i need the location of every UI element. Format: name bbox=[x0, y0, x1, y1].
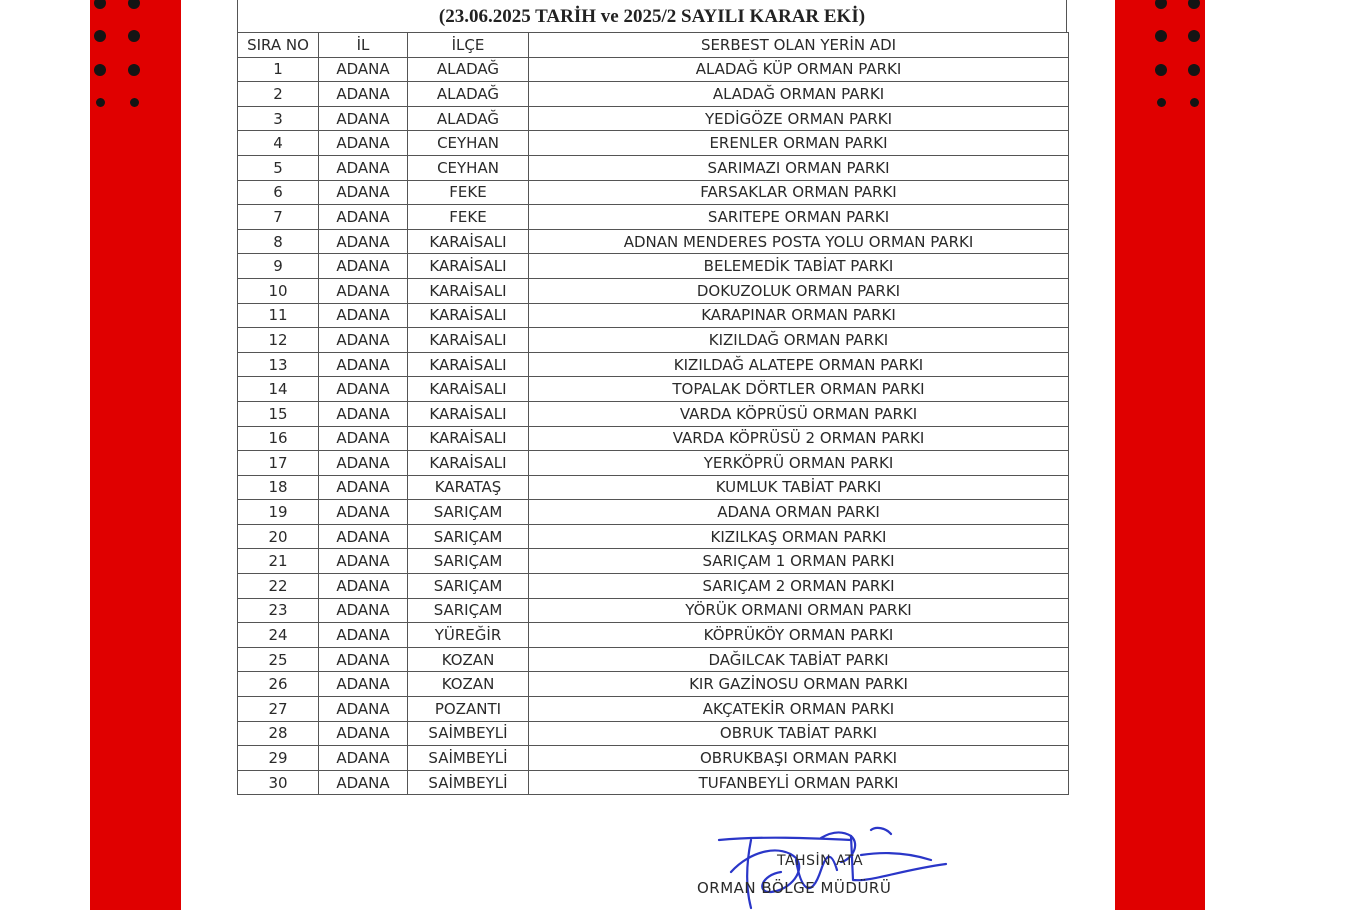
cell-il: ADANA bbox=[319, 770, 408, 795]
table-row bbox=[238, 155, 1069, 180]
cell-il: ADANA bbox=[319, 721, 408, 746]
table-row bbox=[238, 721, 1069, 746]
cell-ilce: FEKE bbox=[408, 205, 529, 230]
cell-il: ADANA bbox=[319, 549, 408, 574]
cell-sira-no: 1 bbox=[238, 57, 319, 82]
cell-ilce: KARAİSALI bbox=[408, 377, 529, 402]
cell-il: ADANA bbox=[319, 697, 408, 722]
cell-sira-no: 23 bbox=[238, 598, 319, 623]
cell-ilce: POZANTI bbox=[408, 697, 529, 722]
cell-il: ADANA bbox=[319, 401, 408, 426]
table-row bbox=[238, 254, 1069, 279]
dot-decoration bbox=[130, 98, 139, 107]
cell-sira-no: 19 bbox=[238, 500, 319, 525]
cell-yer-adi: OBRUK TABİAT PARKI bbox=[529, 721, 1069, 746]
cell-ilce: KOZAN bbox=[408, 672, 529, 697]
cell-ilce: SARIÇAM bbox=[408, 524, 529, 549]
cell-sira-no: 8 bbox=[238, 229, 319, 254]
cell-il: ADANA bbox=[319, 155, 408, 180]
cell-sira-no: 27 bbox=[238, 697, 319, 722]
cell-ilce: FEKE bbox=[408, 180, 529, 205]
right-red-band bbox=[1115, 0, 1205, 910]
cell-ilce: KARAİSALI bbox=[408, 229, 529, 254]
cell-sira-no: 18 bbox=[238, 475, 319, 500]
table-row bbox=[238, 475, 1069, 500]
cell-yer-adi: ERENLER ORMAN PARKI bbox=[529, 131, 1069, 156]
cell-ilce: SARIÇAM bbox=[408, 500, 529, 525]
table-body bbox=[238, 57, 1069, 795]
table-row bbox=[238, 623, 1069, 648]
dot-decoration bbox=[1188, 64, 1200, 76]
cell-yer-adi: TUFANBEYLİ ORMAN PARKI bbox=[529, 770, 1069, 795]
table-row bbox=[238, 82, 1069, 107]
dot-decoration bbox=[94, 64, 106, 76]
table-row bbox=[238, 131, 1069, 156]
cell-ilce: SARIÇAM bbox=[408, 598, 529, 623]
cell-ilce: KARAİSALI bbox=[408, 451, 529, 476]
table-row bbox=[238, 352, 1069, 377]
cell-il: ADANA bbox=[319, 574, 408, 599]
cell-sira-no: 7 bbox=[238, 205, 319, 230]
cell-sira-no: 21 bbox=[238, 549, 319, 574]
table-header-row bbox=[238, 33, 1069, 58]
table-row bbox=[238, 451, 1069, 476]
cell-yer-adi: AKÇATEKİR ORMAN PARKI bbox=[529, 697, 1069, 722]
cell-yer-adi: VARDA KÖPRÜSÜ ORMAN PARKI bbox=[529, 401, 1069, 426]
table-row bbox=[238, 500, 1069, 525]
cell-sira-no: 25 bbox=[238, 647, 319, 672]
table-row bbox=[238, 770, 1069, 795]
table-row bbox=[238, 426, 1069, 451]
signer-position: ORMAN BÖLGE MÜDÜRÜ bbox=[697, 879, 892, 897]
table-row bbox=[238, 328, 1069, 353]
cell-il: ADANA bbox=[319, 672, 408, 697]
cell-sira-no: 5 bbox=[238, 155, 319, 180]
cell-yer-adi: KIR GAZİNOSU ORMAN PARKI bbox=[529, 672, 1069, 697]
table-row bbox=[238, 57, 1069, 82]
cell-il: ADANA bbox=[319, 57, 408, 82]
cell-il: ADANA bbox=[319, 106, 408, 131]
table-row bbox=[238, 598, 1069, 623]
cell-yer-adi: KIZILDAĞ ALATEPE ORMAN PARKI bbox=[529, 352, 1069, 377]
cell-yer-adi: ALADAĞ ORMAN PARKI bbox=[529, 82, 1069, 107]
cell-yer-adi: FARSAKLAR ORMAN PARKI bbox=[529, 180, 1069, 205]
cell-il: ADANA bbox=[319, 254, 408, 279]
cell-sira-no: 10 bbox=[238, 278, 319, 303]
dot-decoration bbox=[1155, 64, 1167, 76]
cell-sira-no: 13 bbox=[238, 352, 319, 377]
cell-sira-no: 11 bbox=[238, 303, 319, 328]
table-row bbox=[238, 278, 1069, 303]
table-row bbox=[238, 746, 1069, 771]
cell-sira-no: 16 bbox=[238, 426, 319, 451]
cell-ilce: SARIÇAM bbox=[408, 549, 529, 574]
header-ilce: İLÇE bbox=[408, 33, 529, 58]
cell-il: ADANA bbox=[319, 328, 408, 353]
cell-il: ADANA bbox=[319, 352, 408, 377]
table-row bbox=[238, 377, 1069, 402]
dot-decoration bbox=[128, 64, 140, 76]
cell-ilce: SARIÇAM bbox=[408, 574, 529, 599]
dot-decoration bbox=[94, 30, 106, 42]
document-subtitle: (23.06.2025 TARİH ve 2025/2 SAYILI KARAR EKİ) bbox=[438, 6, 866, 27]
dot-decoration bbox=[128, 0, 140, 9]
table-row bbox=[238, 524, 1069, 549]
cell-il: ADANA bbox=[319, 524, 408, 549]
cell-sira-no: 6 bbox=[238, 180, 319, 205]
table-row bbox=[238, 401, 1069, 426]
dot-decoration bbox=[1188, 30, 1200, 42]
cell-sira-no: 2 bbox=[238, 82, 319, 107]
cell-yer-adi: SARIÇAM 2 ORMAN PARKI bbox=[529, 574, 1069, 599]
dot-decoration bbox=[94, 0, 106, 9]
cell-ilce: CEYHAN bbox=[408, 131, 529, 156]
cell-yer-adi: DOKUZOLUK ORMAN PARKI bbox=[529, 278, 1069, 303]
header-yer-adi: SERBEST OLAN YERİN ADI bbox=[529, 33, 1069, 58]
cell-yer-adi: SARIMAZI ORMAN PARKI bbox=[529, 155, 1069, 180]
table-row bbox=[238, 647, 1069, 672]
cell-sira-no: 9 bbox=[238, 254, 319, 279]
cell-ilce: SAİMBEYLİ bbox=[408, 770, 529, 795]
cell-ilce: KARAİSALI bbox=[408, 303, 529, 328]
cell-ilce: KARAİSALI bbox=[408, 254, 529, 279]
cell-sira-no: 26 bbox=[238, 672, 319, 697]
table-row bbox=[238, 549, 1069, 574]
table-row bbox=[238, 229, 1069, 254]
cell-il: ADANA bbox=[319, 623, 408, 648]
dot-decoration bbox=[128, 30, 140, 42]
cell-il: ADANA bbox=[319, 451, 408, 476]
cell-ilce: YÜREĞİR bbox=[408, 623, 529, 648]
cell-ilce: KARAİSALI bbox=[408, 352, 529, 377]
cell-ilce: KARAİSALI bbox=[408, 426, 529, 451]
cell-yer-adi: OBRUKBAŞI ORMAN PARKI bbox=[529, 746, 1069, 771]
cell-il: ADANA bbox=[319, 647, 408, 672]
cell-yer-adi: KIZILKAŞ ORMAN PARKI bbox=[529, 524, 1069, 549]
table-row bbox=[238, 205, 1069, 230]
cell-yer-adi: KIZILDAĞ ORMAN PARKI bbox=[529, 328, 1069, 353]
cell-ilce: KARATAŞ bbox=[408, 475, 529, 500]
table-row bbox=[238, 180, 1069, 205]
cell-ilce: ALADAĞ bbox=[408, 106, 529, 131]
dot-decoration bbox=[1157, 98, 1166, 107]
cell-ilce: KARAİSALI bbox=[408, 401, 529, 426]
signer-name: TAHSİN ATA bbox=[777, 853, 864, 869]
document-sheet bbox=[181, 0, 1115, 910]
cell-il: ADANA bbox=[319, 278, 408, 303]
cell-ilce: SAİMBEYLİ bbox=[408, 721, 529, 746]
cell-il: ADANA bbox=[319, 180, 408, 205]
cell-yer-adi: YERKÖPRÜ ORMAN PARKI bbox=[529, 451, 1069, 476]
cell-il: ADANA bbox=[319, 82, 408, 107]
cell-sira-no: 24 bbox=[238, 623, 319, 648]
cell-sira-no: 4 bbox=[238, 131, 319, 156]
cell-sira-no: 22 bbox=[238, 574, 319, 599]
cell-yer-adi: YÖRÜK ORMANI ORMAN PARKI bbox=[529, 598, 1069, 623]
cell-ilce: KARAİSALI bbox=[408, 328, 529, 353]
cell-ilce: KARAİSALI bbox=[408, 278, 529, 303]
cell-yer-adi: KARAPINAR ORMAN PARKI bbox=[529, 303, 1069, 328]
cell-yer-adi: KÖPRÜKÖY ORMAN PARKI bbox=[529, 623, 1069, 648]
dot-decoration bbox=[1188, 0, 1200, 9]
cell-sira-no: 17 bbox=[238, 451, 319, 476]
dot-decoration bbox=[1155, 30, 1167, 42]
cell-yer-adi: SARIÇAM 1 ORMAN PARKI bbox=[529, 549, 1069, 574]
cell-il: ADANA bbox=[319, 475, 408, 500]
cell-ilce: ALADAĞ bbox=[408, 82, 529, 107]
cell-yer-adi: ADNAN MENDERES POSTA YOLU ORMAN PARKI bbox=[529, 229, 1069, 254]
cell-il: ADANA bbox=[319, 229, 408, 254]
dot-decoration bbox=[1155, 0, 1167, 9]
cell-sira-no: 15 bbox=[238, 401, 319, 426]
cell-sira-no: 14 bbox=[238, 377, 319, 402]
cell-yer-adi: TOPALAK DÖRTLER ORMAN PARKI bbox=[529, 377, 1069, 402]
cell-yer-adi: ALADAĞ KÜP ORMAN PARKI bbox=[529, 57, 1069, 82]
table-row bbox=[238, 672, 1069, 697]
cell-yer-adi: VARDA KÖPRÜSÜ 2 ORMAN PARKI bbox=[529, 426, 1069, 451]
cell-il: ADANA bbox=[319, 426, 408, 451]
cell-yer-adi: ADANA ORMAN PARKI bbox=[529, 500, 1069, 525]
cell-il: ADANA bbox=[319, 500, 408, 525]
table-row bbox=[238, 106, 1069, 131]
cell-il: ADANA bbox=[319, 205, 408, 230]
cell-sira-no: 20 bbox=[238, 524, 319, 549]
cell-yer-adi: BELEMEDİK TABİAT PARKI bbox=[529, 254, 1069, 279]
dot-decoration bbox=[96, 98, 105, 107]
cell-sira-no: 12 bbox=[238, 328, 319, 353]
table-row bbox=[238, 303, 1069, 328]
table-row bbox=[238, 697, 1069, 722]
cell-sira-no: 28 bbox=[238, 721, 319, 746]
cell-sira-no: 29 bbox=[238, 746, 319, 771]
table-header bbox=[238, 33, 1069, 58]
parks-table bbox=[237, 32, 1069, 795]
cell-il: ADANA bbox=[319, 377, 408, 402]
cell-yer-adi: DAĞILCAK TABİAT PARKI bbox=[529, 647, 1069, 672]
cell-sira-no: 30 bbox=[238, 770, 319, 795]
cell-il: ADANA bbox=[319, 131, 408, 156]
cell-ilce: CEYHAN bbox=[408, 155, 529, 180]
cell-sira-no: 3 bbox=[238, 106, 319, 131]
cell-il: ADANA bbox=[319, 598, 408, 623]
table-row bbox=[238, 574, 1069, 599]
header-sira-no: SIRA NO bbox=[238, 33, 319, 58]
cell-il: ADANA bbox=[319, 746, 408, 771]
cell-ilce: KOZAN bbox=[408, 647, 529, 672]
dot-decoration bbox=[1190, 98, 1199, 107]
header-il: İL bbox=[319, 33, 408, 58]
cell-yer-adi: KUMLUK TABİAT PARKI bbox=[529, 475, 1069, 500]
cell-ilce: SAİMBEYLİ bbox=[408, 746, 529, 771]
cell-yer-adi: SARITEPE ORMAN PARKI bbox=[529, 205, 1069, 230]
cell-il: ADANA bbox=[319, 303, 408, 328]
left-red-band bbox=[90, 0, 181, 910]
cell-ilce: ALADAĞ bbox=[408, 57, 529, 82]
cell-yer-adi: YEDİGÖZE ORMAN PARKI bbox=[529, 106, 1069, 131]
